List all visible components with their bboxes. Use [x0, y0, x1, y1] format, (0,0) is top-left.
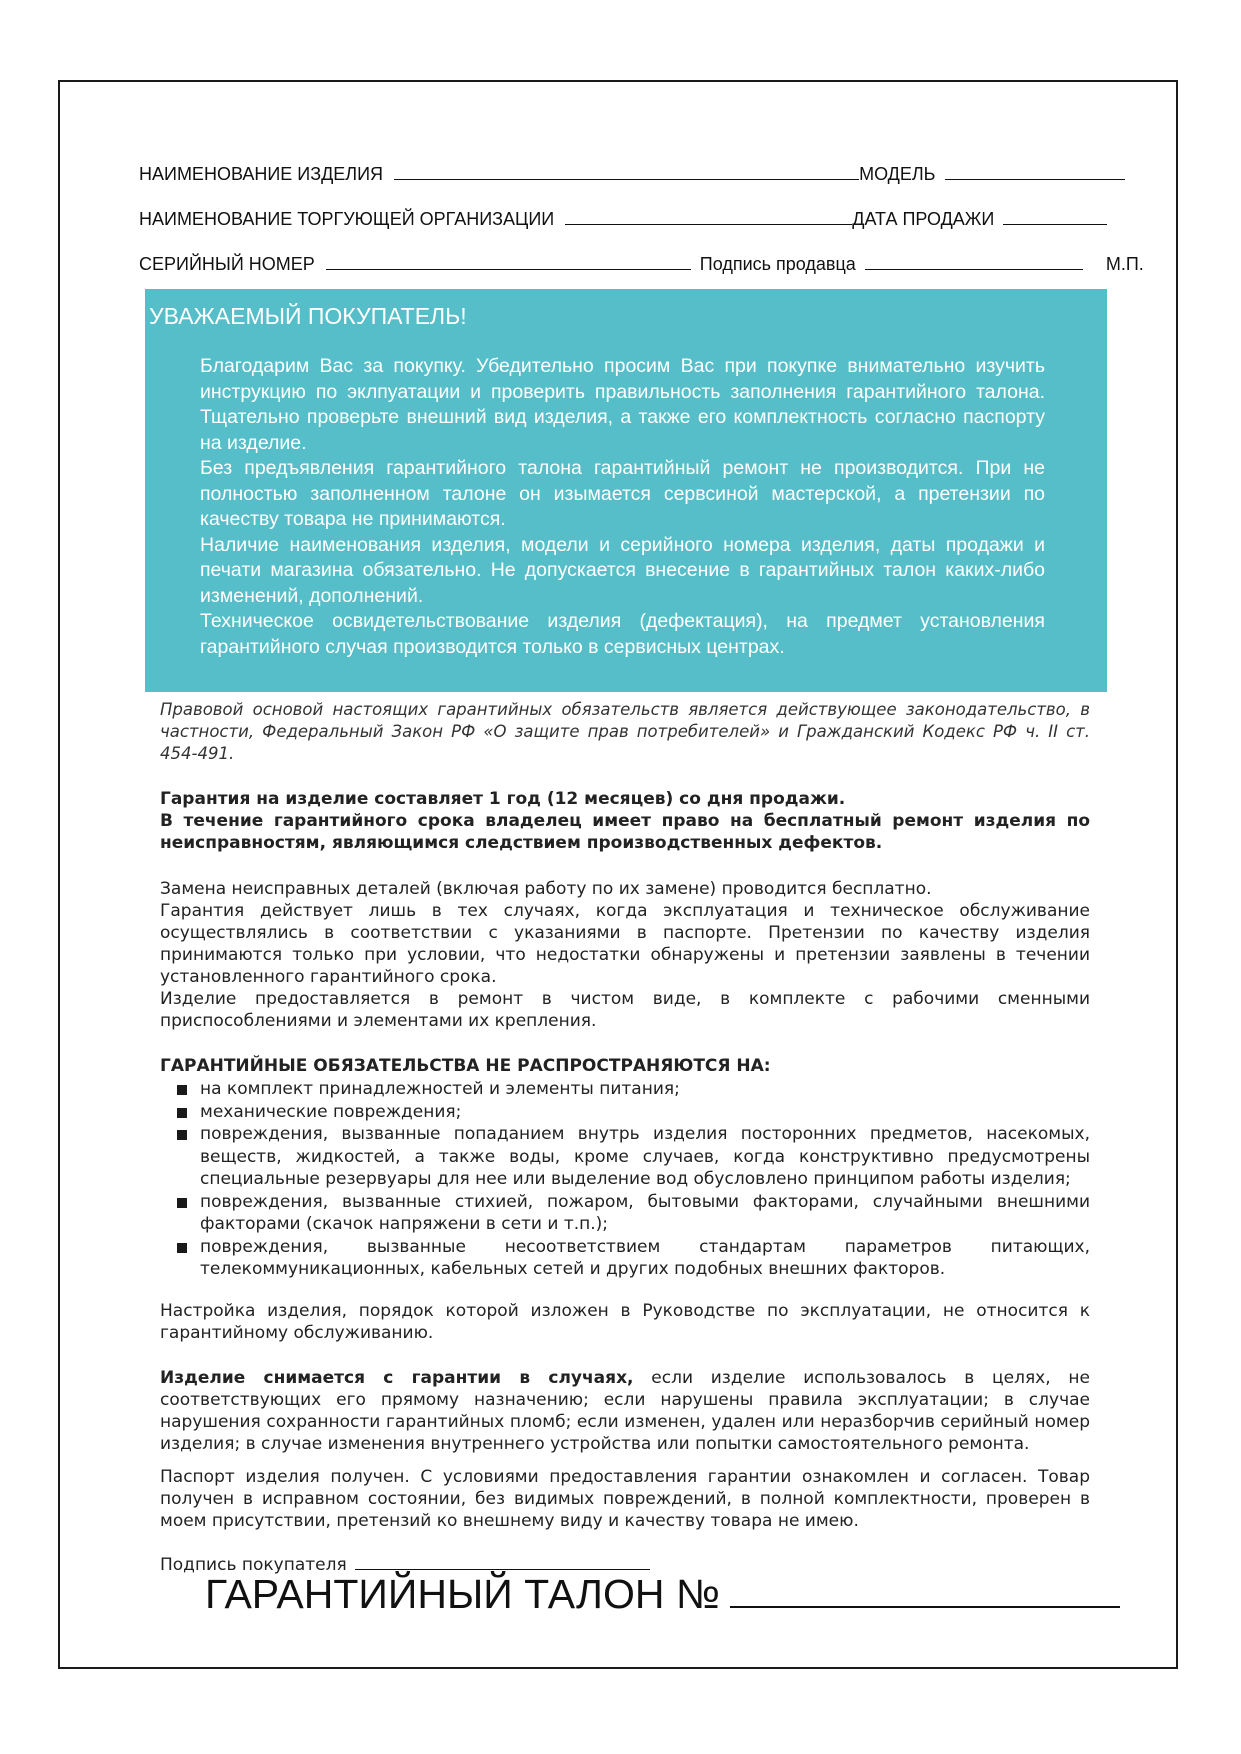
bullet-icon: [177, 1085, 187, 1095]
trade-org-label: НАИМЕНОВАНИЕ ТОРГУЮЩЕЙ ОРГАНИЗАЦИИ: [139, 209, 555, 229]
serial-line[interactable]: [326, 252, 691, 270]
exclusions-list: [160, 1078, 1090, 1281]
talon-number-line[interactable]: [730, 1568, 1120, 1608]
customer-notice-banner: [145, 289, 1107, 692]
guarantee-rights: В течение гарантийного срока владелец имеет право на бесплатный ремонт изделия по неисправностям, являющимся следствием производственных дефектов.: [160, 811, 1090, 853]
list-item-text: на комплект принадлежностей и элементы питания;: [200, 1079, 680, 1099]
list-item-text: повреждения, вызванные попаданием внутрь изделия посторонних предметов, насекомых, веществ, жидкостей, а также воды, кроме случаев, когда конструктивно предусмотрены специальные резервуары для нее или выделение вод обусловлено принципом работы изделия;: [200, 1124, 1090, 1189]
list-item: [160, 1236, 1090, 1281]
setup-note: Настройка изделия, порядок которой изложен в Руководстве по эксплуатации, не относится к гарантийному обслуживанию.: [160, 1301, 1090, 1343]
product-name-line[interactable]: [394, 162, 859, 180]
sale-date-label: ДАТА ПРОДАЖИ: [852, 209, 995, 229]
banner-body: [200, 354, 1045, 660]
list-item: [160, 1101, 1090, 1124]
bullet-icon: [177, 1243, 187, 1253]
stamp-label: М.П.: [1105, 254, 1144, 274]
removal-text: если изделие использовалось в целях, не соответствующих его прямому назначению; если нарушены правила эксплуатации; в случае нарушения сохранности гарантийных пломб; если изменен, удален или неразборчив серийный номер изделия; в случае изменения внутреннего устройства или попытки самостоятельного ремонта.: [160, 1368, 1090, 1454]
list-item-text: повреждения, вызванные несоответствием стандартам параметров питающих, телекоммуникационных, кабельных сетей и других подобных внешних факторов.: [200, 1236, 1090, 1279]
seller-signature-line[interactable]: [865, 252, 1083, 270]
list-item: [160, 1123, 1090, 1191]
model-label: МОДЕЛЬ: [859, 164, 936, 184]
guarantee-terms: [160, 788, 1090, 854]
banner-paragraph: Благодарим Вас за покупку. Убедительно просим Вас при покупке внимательно изучить инструкцию по эклпуатации и проверить правильность заполнения гарантийного талона. Тщательно проверьте внешний вид изделия, а также его комплектность согласно паспорту на изделие.: [200, 355, 1045, 454]
bullet-icon: [177, 1108, 187, 1118]
banner-paragraph: Наличие наименования изделия, модели и серийного номера изделия, даты продажи и печати магазина обязательно. Не допускается внесение в гарантийных талон каких-либо изменений, дополнений.: [200, 533, 1045, 607]
list-item: [160, 1078, 1090, 1101]
trade-org-line[interactable]: [565, 207, 852, 225]
list-item: [160, 1191, 1090, 1236]
legal-basis: Правовой основой настоящих гарантийных обязательств является действующее законодательство, в частности, Федеральный Закон РФ «О защите прав потребителей» и Гражданский Кодекс РФ ч. II ст. 454-491.: [160, 700, 1090, 763]
trade-org-field: [139, 207, 1107, 230]
removal-lead: Изделие снимается с гарантии в случаях,: [160, 1368, 634, 1388]
warranty-conditions: [160, 878, 1090, 1032]
product-name-label: НАИМЕНОВАНИЕ ИЗДЕЛИЯ: [139, 164, 384, 184]
serial-label: СЕРИЙНЫЙ НОМЕР: [139, 254, 315, 274]
exclusions-title: ГАРАНТИЙНЫЕ ОБЯЗАТЕЛЬСТВА НЕ РАСПРОСТРАНЯЮТСЯ НА:: [160, 1056, 771, 1076]
passport-acknowledgement: Паспорт изделия получен. С условиями предоставления гарантии ознакомлен и согласен. Товар получен в исправном состоянии, без видимых повреждений, в полной комплектности, проверен в моем присутствии, претензий ко внешнему виду и качеству товара не имею.: [160, 1467, 1090, 1531]
product-name-field: [139, 162, 1125, 185]
list-item-text: механические повреждения;: [200, 1101, 462, 1122]
serial-field: [139, 252, 1144, 275]
bullet-icon: [177, 1130, 187, 1140]
warranty-removal: [160, 1367, 1090, 1455]
warranty-card-title: [205, 1568, 1120, 1618]
guarantee-period: Гарантия на изделие составляет 1 год (12 месяцев) со дня продажи.: [160, 789, 846, 809]
condition-paragraph: Замена неисправных деталей (включая работу по их замене) проводится бесплатно.: [160, 879, 932, 899]
buyer-signature-label: Подпись покупателя: [160, 1555, 347, 1575]
banner-title: УВАЖАЕМЫЙ ПОКУПАТЕЛЬ!: [149, 303, 467, 329]
condition-paragraph: Изделие предоставляется в ремонт в чистом виде, в комплекте с рабочими сменными приспособлениями и элементами их крепления.: [160, 989, 1090, 1031]
banner-paragraph: Техническое освидетельствование изделия (дефектация), на предмет установления гарантийного случая производится только в сервисных центрах.: [200, 610, 1045, 658]
list-item-text: повреждения, вызванные стихией, пожаром, бытовыми факторами, случайными внешними факторами (скачок напряжени в сети и т.п.);: [200, 1191, 1090, 1234]
model-line[interactable]: [945, 162, 1125, 180]
talon-title-text: ГАРАНТИЙНЫЙ ТАЛОН №: [205, 1571, 720, 1617]
bullet-icon: [177, 1198, 187, 1208]
seller-signature-label: Подпись продавца: [699, 254, 856, 274]
sale-date-line[interactable]: [1003, 207, 1107, 225]
banner-paragraph: Без предъявления гарантийного талона гарантийный ремонт не производится. При не полностью заполненном талоне он изымается сервсиной мастерской, а претензии по качеству товара не принимаются.: [200, 457, 1045, 530]
condition-paragraph: Гарантия действует лишь в тех случаях, когда эксплуатация и техническое обслуживание осуществлялись в соответствии с указаниями в паспорте. Претензии по качеству изделия принимаются только при условии, что недостатки обнаружены и претензии заявлены в течении установленного гарантийного срока.: [160, 901, 1090, 987]
